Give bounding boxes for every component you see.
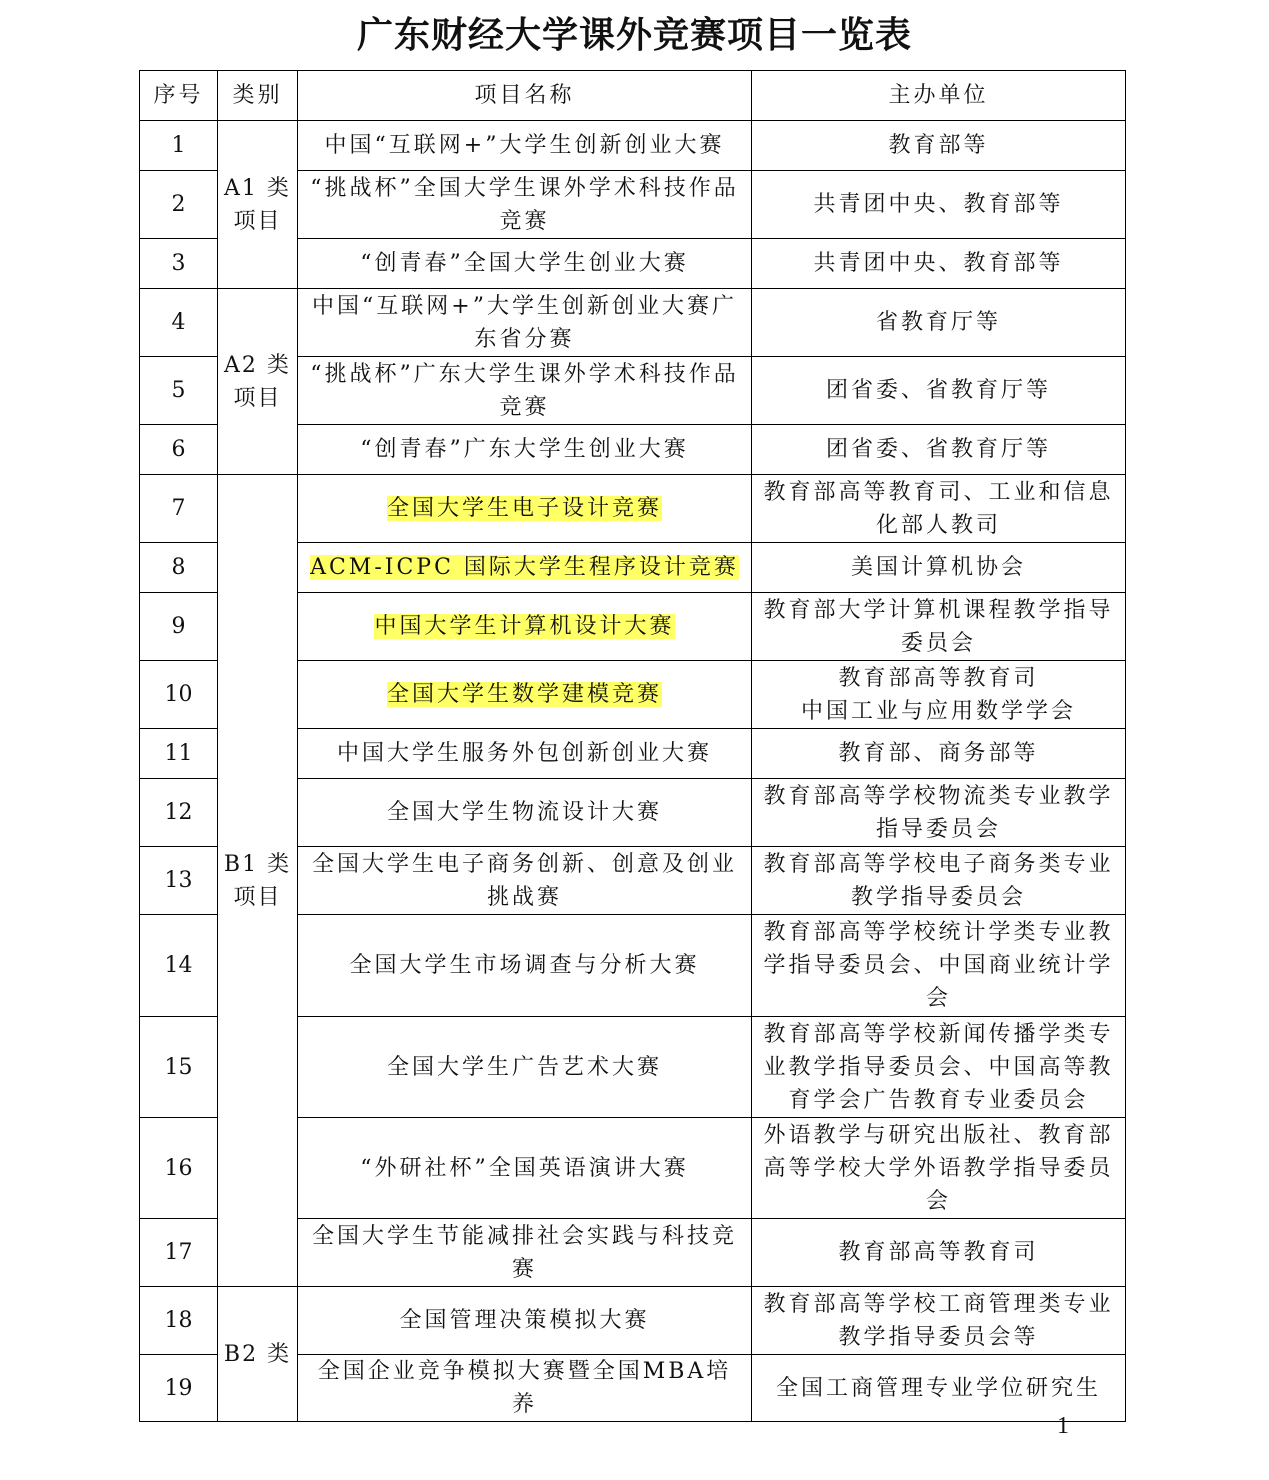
organizer: 美国计算机协会 (752, 543, 1126, 593)
project-name: 全国企业竞争模拟大赛暨全国MBA培养 (298, 1355, 752, 1422)
organizer: 共青团中央、教育部等 (752, 171, 1126, 239)
project-name: 全国大学生电子商务创新、创意及创业挑战赛 (298, 847, 752, 915)
row-number: 16 (140, 1118, 218, 1219)
project-name: 中国大学生服务外包创新创业大赛 (298, 729, 752, 779)
category-cell: B1 类项目 (218, 475, 298, 1287)
table-row (140, 475, 1126, 543)
header-organizer: 主办单位 (752, 71, 1126, 121)
project-name: 全国大学生市场调查与分析大赛 (298, 915, 752, 1017)
row-number: 11 (140, 729, 218, 779)
page-number: 1 (1057, 1413, 1069, 1439)
category-cell: A1 类项目 (218, 121, 298, 289)
organizer: 教育部高等学校统计学类专业教学指导委员会、中国商业统计学会 (752, 915, 1126, 1017)
row-number: 7 (140, 475, 218, 543)
project-name: “创青春”广东大学生创业大赛 (298, 425, 752, 475)
organizer: 省教育厅等 (752, 289, 1126, 357)
organizer: 外语教学与研究出版社、教育部高等学校大学外语教学指导委员会 (752, 1118, 1126, 1219)
row-number: 19 (140, 1355, 218, 1422)
project-name: 全国大学生广告艺术大赛 (298, 1017, 752, 1118)
project-name: 中国“互联网+”大学生创新创业大赛 (298, 121, 752, 171)
row-number: 5 (140, 357, 218, 425)
table-row (140, 289, 1126, 357)
highlighted-text: ACM-ICPC 国际大学生程序设计竞赛 (310, 555, 739, 580)
organizer: 教育部高等学校物流类专业教学指导委员会 (752, 779, 1126, 847)
highlighted-text: 全国大学生数学建模竞赛 (386, 682, 662, 707)
organizer: 教育部、商务部等 (752, 729, 1126, 779)
header-category: 类别 (218, 71, 298, 121)
organizer: 教育部高等学校新闻传播学类专业教学指导委员会、中国高等教育学会广告教育专业委员会 (752, 1017, 1126, 1118)
row-number: 15 (140, 1017, 218, 1118)
project-name (298, 475, 752, 543)
row-number: 17 (140, 1219, 218, 1287)
organizer (752, 661, 1126, 729)
row-number: 9 (140, 593, 218, 661)
project-name: 全国大学生节能减排社会实践与科技竞赛 (298, 1219, 752, 1287)
table-row (140, 121, 1126, 171)
header-serial: 序号 (140, 71, 218, 121)
header-project-name: 项目名称 (298, 71, 752, 121)
row-number: 14 (140, 915, 218, 1017)
project-name (298, 593, 752, 661)
row-number: 12 (140, 779, 218, 847)
competition-table (139, 70, 1126, 1422)
row-number: 4 (140, 289, 218, 357)
row-number: 1 (140, 121, 218, 171)
organizer: 教育部大学计算机课程教学指导委员会 (752, 593, 1126, 661)
row-number: 3 (140, 239, 218, 289)
organizer: 全国工商管理专业学位研究生 (752, 1355, 1126, 1422)
project-name: “挑战杯”全国大学生课外学术科技作品竞赛 (298, 171, 752, 239)
project-name: “创青春”全国大学生创业大赛 (298, 239, 752, 289)
organizer: 教育部高等教育司、工业和信息化部人教司 (752, 475, 1126, 543)
organizer: 共青团中央、教育部等 (752, 239, 1126, 289)
project-name (298, 661, 752, 729)
table-row (140, 1287, 1126, 1355)
row-number: 10 (140, 661, 218, 729)
organizer-line: 中国工业与应用数学学会 (800, 698, 1076, 724)
organizer: 教育部等 (752, 121, 1126, 171)
category-cell: B2 类 (218, 1287, 298, 1422)
row-number: 6 (140, 425, 218, 475)
organizer: 教育部高等教育司 (752, 1219, 1126, 1287)
row-number: 18 (140, 1287, 218, 1355)
project-name: 中国“互联网+”大学生创新创业大赛广东省分赛 (298, 289, 752, 357)
project-name: “挑战杯”广东大学生课外学术科技作品竞赛 (298, 357, 752, 425)
category-cell: A2 类项目 (218, 289, 298, 475)
project-name (298, 543, 752, 593)
row-number: 13 (140, 847, 218, 915)
header-row (140, 71, 1126, 121)
organizer: 教育部高等学校工商管理类专业教学指导委员会等 (752, 1287, 1126, 1355)
project-name: 全国大学生物流设计大赛 (298, 779, 752, 847)
project-name: 全国管理决策模拟大赛 (298, 1287, 752, 1355)
project-name: “外研社杯”全国英语演讲大赛 (298, 1118, 752, 1219)
organizer: 团省委、省教育厅等 (752, 425, 1126, 475)
highlighted-text: 中国大学生计算机设计大赛 (374, 614, 675, 639)
organizer: 教育部高等学校电子商务类专业教学指导委员会 (752, 847, 1126, 915)
row-number: 2 (140, 171, 218, 239)
organizer-line: 教育部高等教育司 (838, 665, 1039, 691)
page-title: 广东财经大学课外竞赛项目一览表 (356, 15, 912, 56)
row-number: 8 (140, 543, 218, 593)
highlighted-text: 全国大学生电子设计竞赛 (386, 496, 662, 521)
organizer: 团省委、省教育厅等 (752, 357, 1126, 425)
